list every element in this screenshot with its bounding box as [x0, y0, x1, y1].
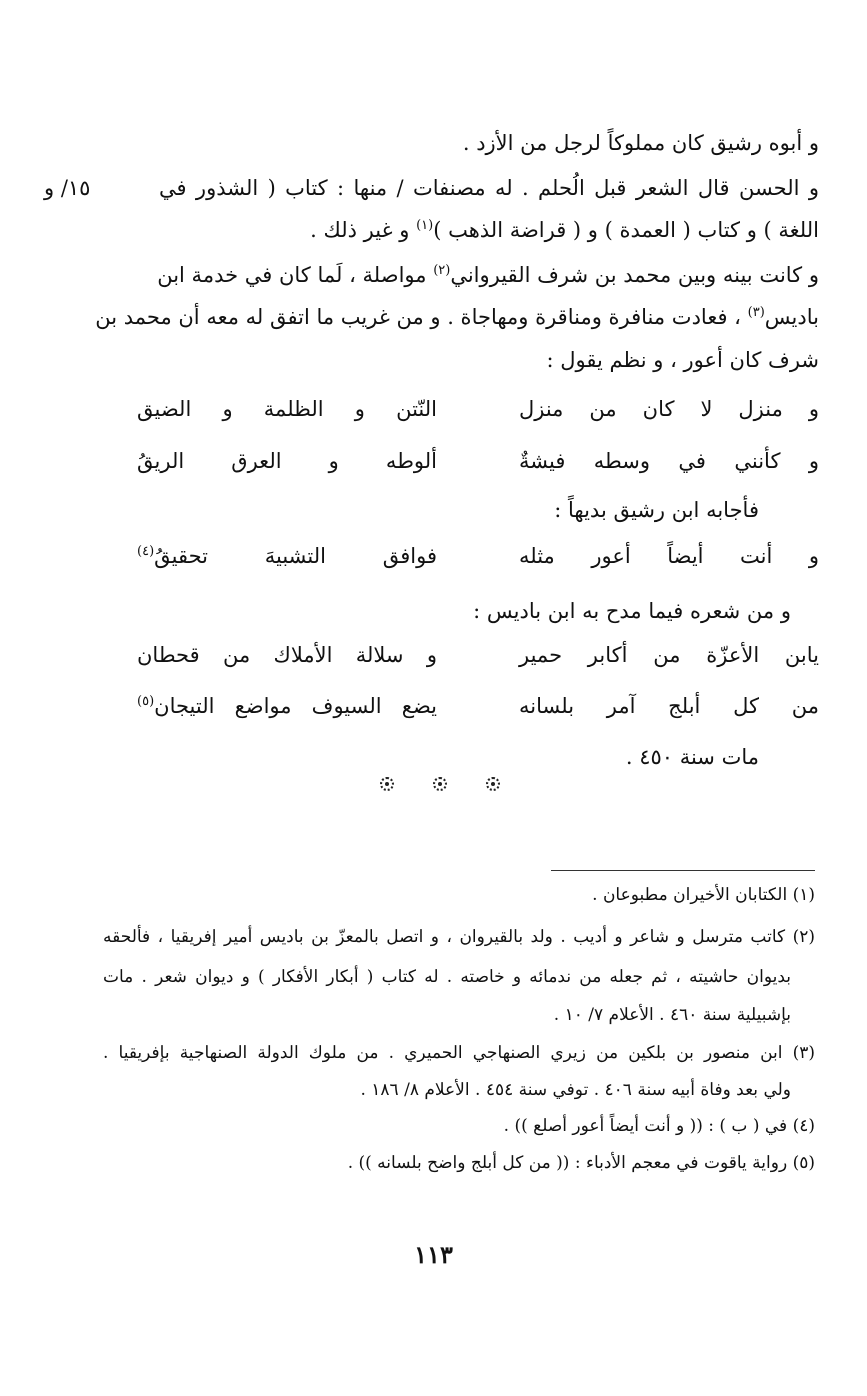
footnote-4: (٤) في ( ب ) : (( و أنت أيضاً أعور أصلع )) . — [503, 1116, 815, 1136]
verse-1-second-hemistich: النّتن و الظلمة و الضيق — [137, 397, 437, 421]
verse-2-second-hemistich: ألوطه و العرق الريقُ — [137, 449, 437, 473]
verse-3-second-hemistich — [137, 538, 437, 574]
footnote-ref-4: (٤) — [137, 544, 155, 559]
death-date: مات سنة ٤٥٠ . — [625, 745, 759, 769]
verse-1 — [129, 391, 819, 427]
praise-intro: و من شعره فيما مدح به ابن باديس : — [473, 599, 791, 623]
footnote-ref-3: (٣) — [747, 305, 765, 320]
verse-3-second-text: فوافق التشبيهَ تحقيقُ — [154, 544, 437, 568]
verse-3-first-hemistich: و أنت أيضاً أعور مثله — [519, 544, 819, 568]
text-line-2: و الحسن قال الشعر قبل الُحلم . له مصنفات / منها : كتاب ( الشذور في — [159, 176, 819, 200]
verse-5-second-text: يضع السيوف مواضع التيجان — [154, 694, 437, 718]
ornament-star-icon — [433, 777, 447, 791]
page-number: ١١٣ — [414, 1240, 453, 1269]
verse-5-second-hemistich — [137, 688, 437, 724]
text-line-4-end: مواصلة ، لَما كان في خدمة ابن — [157, 263, 427, 287]
ornament-star-icon — [486, 777, 500, 791]
text-line-6: شرف كان أعور ، و نظم يقول : — [546, 348, 819, 372]
text-line-3-start: اللغة ) و كتاب ( العمدة ) و ( قراضة الذهب ) — [433, 218, 819, 242]
verse-2-first-hemistich: و كأنني في وسطه فيشةٌ — [519, 449, 819, 473]
verse-3 — [129, 538, 819, 574]
text-line-4 — [99, 260, 819, 290]
footnote-3-line-1: (٣) ابن منصور بن بلكين من زيري الصنهاجي الحميري . من ملوك الدولة الصنهاجية بإفريقيا . — [103, 1043, 815, 1063]
footnote-2-line-1: (٢) كاتب مترسل و شاعر و أديب . ولد بالقيروان ، و اتصل بالمعزّ بن باديس أمير إفريقيا ، فألحقه — [103, 927, 815, 947]
footnote-ref-2: (٢) — [433, 263, 451, 278]
ornament-star-icon — [380, 777, 394, 791]
footnote-ref-1: (١) — [416, 218, 434, 233]
verse-2 — [129, 443, 819, 479]
verse-4-first-hemistich: يابن الأعزّة من أكابر حمير — [519, 643, 819, 667]
reply-intro: فأجابه ابن رشيق بديهاً : — [554, 498, 759, 522]
manuscript-folio-note: ١٥/ و — [44, 176, 91, 200]
text-line-3-end: و غير ذلك . — [310, 218, 410, 242]
text-line-5-end: ، فعادت منافرة ومناقرة ومهاجاة . و من غريب ما اتفق له معه أن محمد بن — [95, 305, 741, 329]
text-line-5-start: باديس — [764, 305, 819, 329]
text-line-1: و أبوه رشيق كان مملوكاً لرجل من الأزد . — [462, 131, 819, 155]
footnote-ref-5: (٥) — [137, 694, 155, 709]
text-line-5 — [95, 302, 819, 332]
section-divider-ornament — [380, 772, 500, 796]
footnote-5: (٥) رواية ياقوت في معجم الأدباء : (( من كل أبلج واضح بلسانه )) . — [347, 1153, 815, 1173]
footnote-3-line-2: ولي بعد وفاة أبيه سنة ٤٠٦ . توفي سنة ٤٥٤ . الأعلام ٨/ ١٨٦ . — [360, 1080, 791, 1100]
footnote-2-line-2: بديوان حاشيته ، ثم جعله من ندمائه و خاصته . له كتاب ( أبكار الأفكار ) و ديوان شعر . مات — [103, 967, 791, 987]
verse-4-second-hemistich: و سلالة الأملاك من قحطان — [137, 643, 437, 667]
verse-1-first-hemistich: و منزل لا كان من منزل — [519, 397, 819, 421]
footnote-1: (١) الكتابان الأخيران مطبوعان . — [592, 885, 815, 905]
footnote-2-line-3: بإشبيلية سنة ٤٦٠ . الأعلام ٧/ ١٠ . — [553, 1005, 791, 1025]
text-line-3 — [99, 215, 819, 245]
text-line-4-start: و كانت بينه وبين محمد بن شرف القيرواني — [450, 263, 819, 287]
footnote-separator — [551, 870, 815, 871]
verse-4 — [129, 637, 819, 673]
verse-5 — [129, 688, 819, 724]
verse-5-first-hemistich: من كل أبلج آمر بلسانه — [519, 694, 819, 718]
